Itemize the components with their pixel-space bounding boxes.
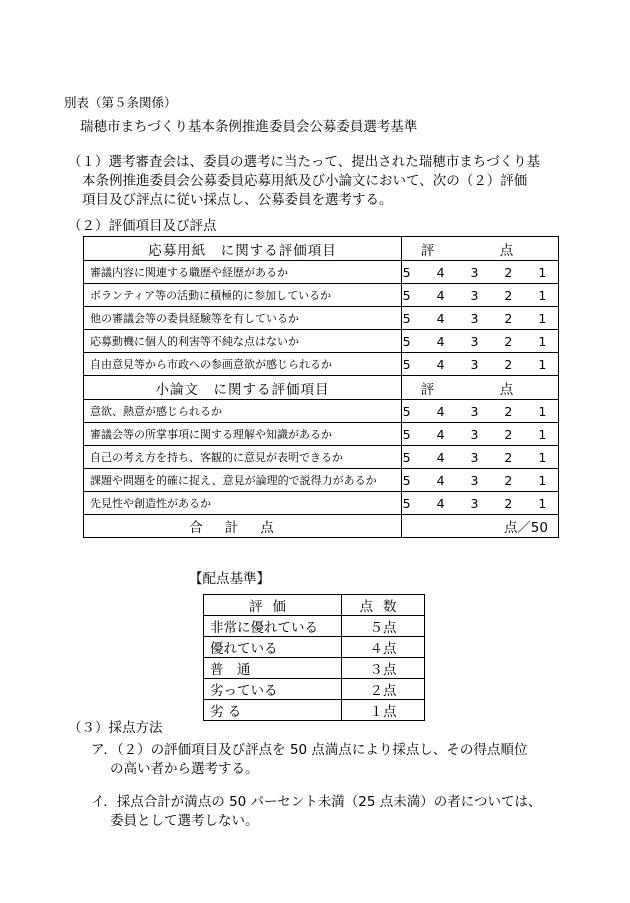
essay-header: 小論文 に関する評価項目 — [84, 376, 402, 400]
criteria-table — [203, 594, 425, 721]
essay-item-score: 5 4 3 2 1 — [402, 400, 559, 423]
application-item-label: 応募動機に個人的利害等不純な点はないか — [84, 330, 402, 353]
table-row — [84, 492, 559, 515]
criteria-eval-header: 評価 — [204, 595, 342, 616]
appendix-label: 別表（第５条関係） — [64, 95, 177, 110]
criteria-label: 優れている — [204, 637, 342, 658]
score-header: 評 点 — [402, 237, 559, 261]
table-row — [204, 700, 425, 721]
criteria-label: 劣 る — [204, 700, 342, 721]
table-row — [84, 469, 559, 492]
section3-item-a-line-1: ア．（２）の評価項目及び評点を 50 点満点により採点し、その得点順位 — [91, 742, 528, 758]
section3-item-b-line-2: 委員として選考しない。 — [110, 813, 259, 829]
application-header: 応募用紙 に関する評価項目 — [84, 237, 402, 261]
application-item-score: 5 4 3 2 1 — [402, 261, 559, 284]
section2-heading: （２）評価項目及び評点 — [68, 218, 217, 234]
table-row — [204, 616, 425, 637]
table-row — [84, 261, 559, 284]
total-value: 点／50 — [402, 515, 559, 538]
criteria-label: 劣っている — [204, 679, 342, 700]
essay-item-score: 5 4 3 2 1 — [402, 469, 559, 492]
document-title: 瑞穂市まちづくり基本条例推進委員会公募委員選考基準 — [80, 119, 418, 135]
criteria-points: ２点 — [342, 679, 425, 700]
essay-item-score: 5 4 3 2 1 — [402, 446, 559, 469]
essay-item-label: 先見性や創造性があるか — [84, 492, 402, 515]
table-row — [84, 307, 559, 330]
essay-score-header: 評 点 — [402, 376, 559, 400]
application-item-score: 5 4 3 2 1 — [402, 284, 559, 307]
essay-header-row — [84, 376, 559, 400]
table-row — [84, 353, 559, 376]
application-item-score: 5 4 3 2 1 — [402, 330, 559, 353]
criteria-points: １点 — [342, 700, 425, 721]
table-row — [84, 400, 559, 423]
essay-item-score: 5 4 3 2 1 — [402, 492, 559, 515]
section3-heading: （３）採点方法 — [68, 720, 163, 736]
criteria-points: ５点 — [342, 616, 425, 637]
section1-line-3: 項目及び評点に従い採点し、公募委員を選考する。 — [82, 192, 393, 208]
criteria-title: 【配点基準】 — [189, 571, 270, 587]
table-row — [84, 446, 559, 469]
section1-line-1: （１）選考審査会は、委員の選考に当たって、提出された瑞穂市まちづくり基 — [68, 154, 541, 170]
criteria-points-header: 点数 — [342, 595, 425, 616]
criteria-label: 普 通 — [204, 658, 342, 679]
table-row — [204, 658, 425, 679]
essay-item-label: 自己の考え方を持ち、客観的に意見が表明できるか — [84, 446, 402, 469]
essay-item-label: 課題や問題を的確に捉え、意見が論理的で説得力があるか — [84, 469, 402, 492]
essay-item-label: 審議会等の所掌事項に関する理解や知識があるか — [84, 423, 402, 446]
application-header-row — [84, 237, 559, 261]
application-item-label: ボランティア等の活動に積極的に参加しているか — [84, 284, 402, 307]
evaluation-table — [83, 236, 559, 538]
application-item-score: 5 4 3 2 1 — [402, 353, 559, 376]
essay-item-label: 意欲、熱意が感じられるか — [84, 400, 402, 423]
criteria-label: 非常に優れている — [204, 616, 342, 637]
criteria-points: ４点 — [342, 637, 425, 658]
criteria-header-row — [204, 595, 425, 616]
table-row — [84, 284, 559, 307]
table-row — [84, 330, 559, 353]
section1-line-2: 本条例推進委員会公募委員応募用紙及び小論文において、次の（２）評価 — [82, 173, 528, 189]
application-item-label: 自由意見等から市政への参画意欲が感じられるか — [84, 353, 402, 376]
essay-item-score: 5 4 3 2 1 — [402, 423, 559, 446]
application-item-score: 5 4 3 2 1 — [402, 307, 559, 330]
table-row — [204, 679, 425, 700]
table-row — [84, 423, 559, 446]
table-row — [204, 637, 425, 658]
criteria-points: ３点 — [342, 658, 425, 679]
total-row — [84, 515, 559, 538]
total-label: 合計点 — [84, 515, 402, 538]
section3-item-a-line-2: の高い者から選考する。 — [110, 761, 259, 777]
application-item-label: 審議内容に関連する職歴や経歴があるか — [84, 261, 402, 284]
section3-item-b-line-1: イ．採点合計が満点の 50 パーセント未満（25 点未満）の者については、 — [91, 794, 542, 810]
application-item-label: 他の審議会等の委員経験等を有しているか — [84, 307, 402, 330]
